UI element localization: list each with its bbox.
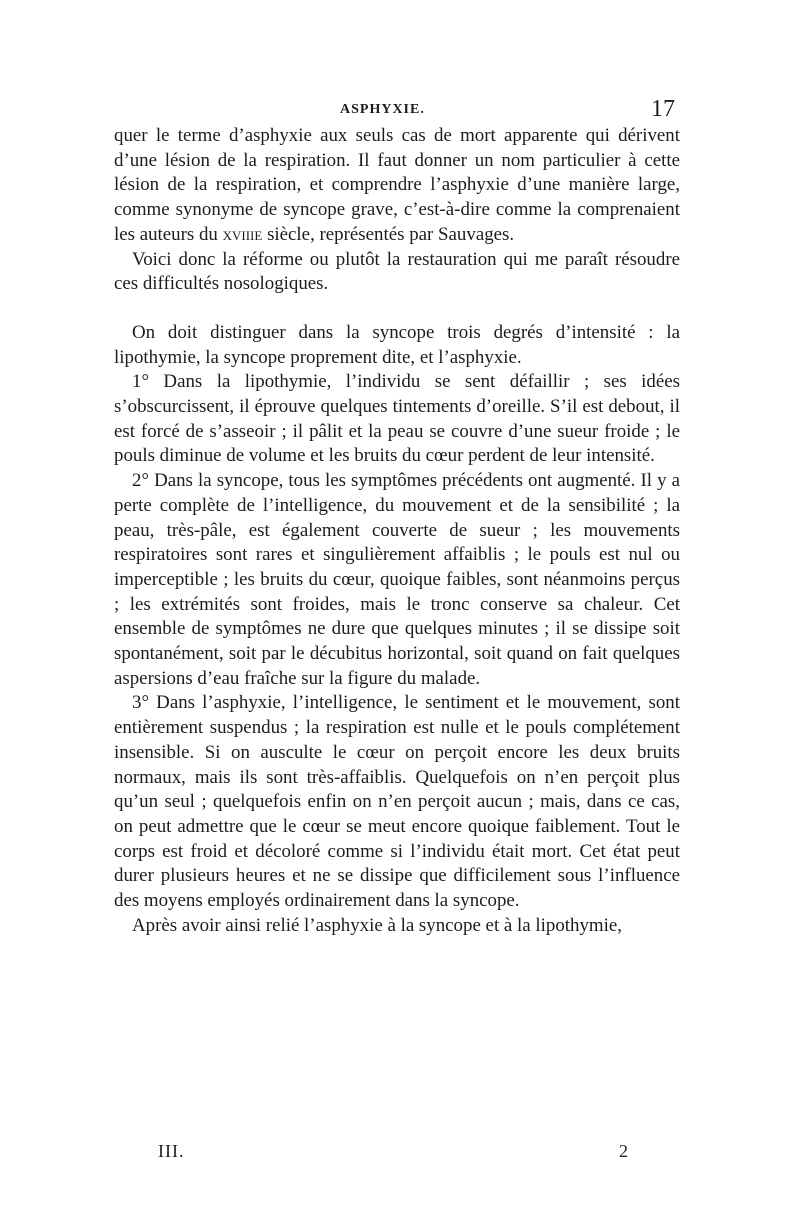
paragraph-1-end: siècle, représentés par Sauvages. <box>267 223 515 245</box>
running-title: ASPHYXIE. <box>340 102 425 117</box>
body-text <box>114 124 680 939</box>
paragraph-continuation <box>114 124 680 248</box>
century-numeral: xviiie <box>222 223 263 245</box>
paragraph-asphyxie: 3° Dans l’asphyxie, l’intelligence, le sentiment et le mouvement, sont entièrement suspendus ; la respiration est nulle et le pouls complétement insensible. Si on ausculte le cœur on perçoit encore les deux bruits normaux, mais ils sont très-affaiblis. Quelquefois on n’en perçoit plus qu’un seul ; quelquefois enfin on n’en perçoit aucun ; mais, dans ce cas, on peut admettre que le cœur se meut encore quoique faiblement. Tout le corps est froid et décoloré comme si l’individu était mort. Cet état peut durer plusieurs heures et ne se dissipe que difficilement sous l’influence des moyens employés ordinairement dans la syncope. <box>114 692 680 912</box>
paragraph-lipothymie: 1° Dans la lipothymie, l’individu se sent défaillir ; ses idées s’obscurcissent, il éprouve quelques tintements d’oreille. S’il est debout, il est forcé de s’asseoir ; il pâlit et la peau se couvre d’une sueur froide ; le pouls diminue de volume et les bruits du cœur perdent de leur intensité. <box>114 371 680 467</box>
page-footer <box>0 1135 800 1165</box>
page-number: 17 <box>651 96 675 122</box>
paragraph-conclusion: Après avoir ainsi relié l’asphyxie à la syncope et à la lipothymie, <box>132 914 622 936</box>
paragraph-syncope: 2° Dans la syncope, tous les symptômes précédents ont augmenté. Il y a perte complète de l’intelligence, du mouvement et de la sensibilité ; la peau, très-pâle, est également couverte de sueur ; les mouvements respiratoires sont rares et singulièrement affaiblis ; le pouls est nul ou imperceptible ; les bruits du cœur, quoique faibles, sont néanmoins perçus ; les extrémités sont froides, mais le tronc conserve sa chaleur. Cet ensemble de symptômes ne dure que quelques minutes ; il se dissipe soit spontanément, soit par le décubitus horizontal, soit quand on fait quelques aspersions d’eau fraîche sur la figure du malade. <box>114 470 680 689</box>
paragraph-1-text: quer le terme d’asphyxie aux seuls cas de mort apparente qui dérivent d’une lésion de la respiration. Il faut donner un nom particulier à cette lésion de la respiration, et comprendre l’asphyxie d’une manière large, comme synonyme de syncope grave, c’est-à-dire comme la comprenaient les auteurs du <box>114 125 680 245</box>
signature-mark: III. <box>158 1141 185 1161</box>
signature-number: 2 <box>619 1141 628 1161</box>
paragraph-degrees: On doit distinguer dans la syncope trois degrés d’intensité : la lipothymie, la syncope proprement dite, et l’asphyxie. <box>114 321 680 368</box>
page-header <box>0 96 800 126</box>
paragraph-reform: Voici donc la réforme ou plutôt la restauration qui me paraît résoudre ces difficultés nosologiques. <box>114 248 680 295</box>
